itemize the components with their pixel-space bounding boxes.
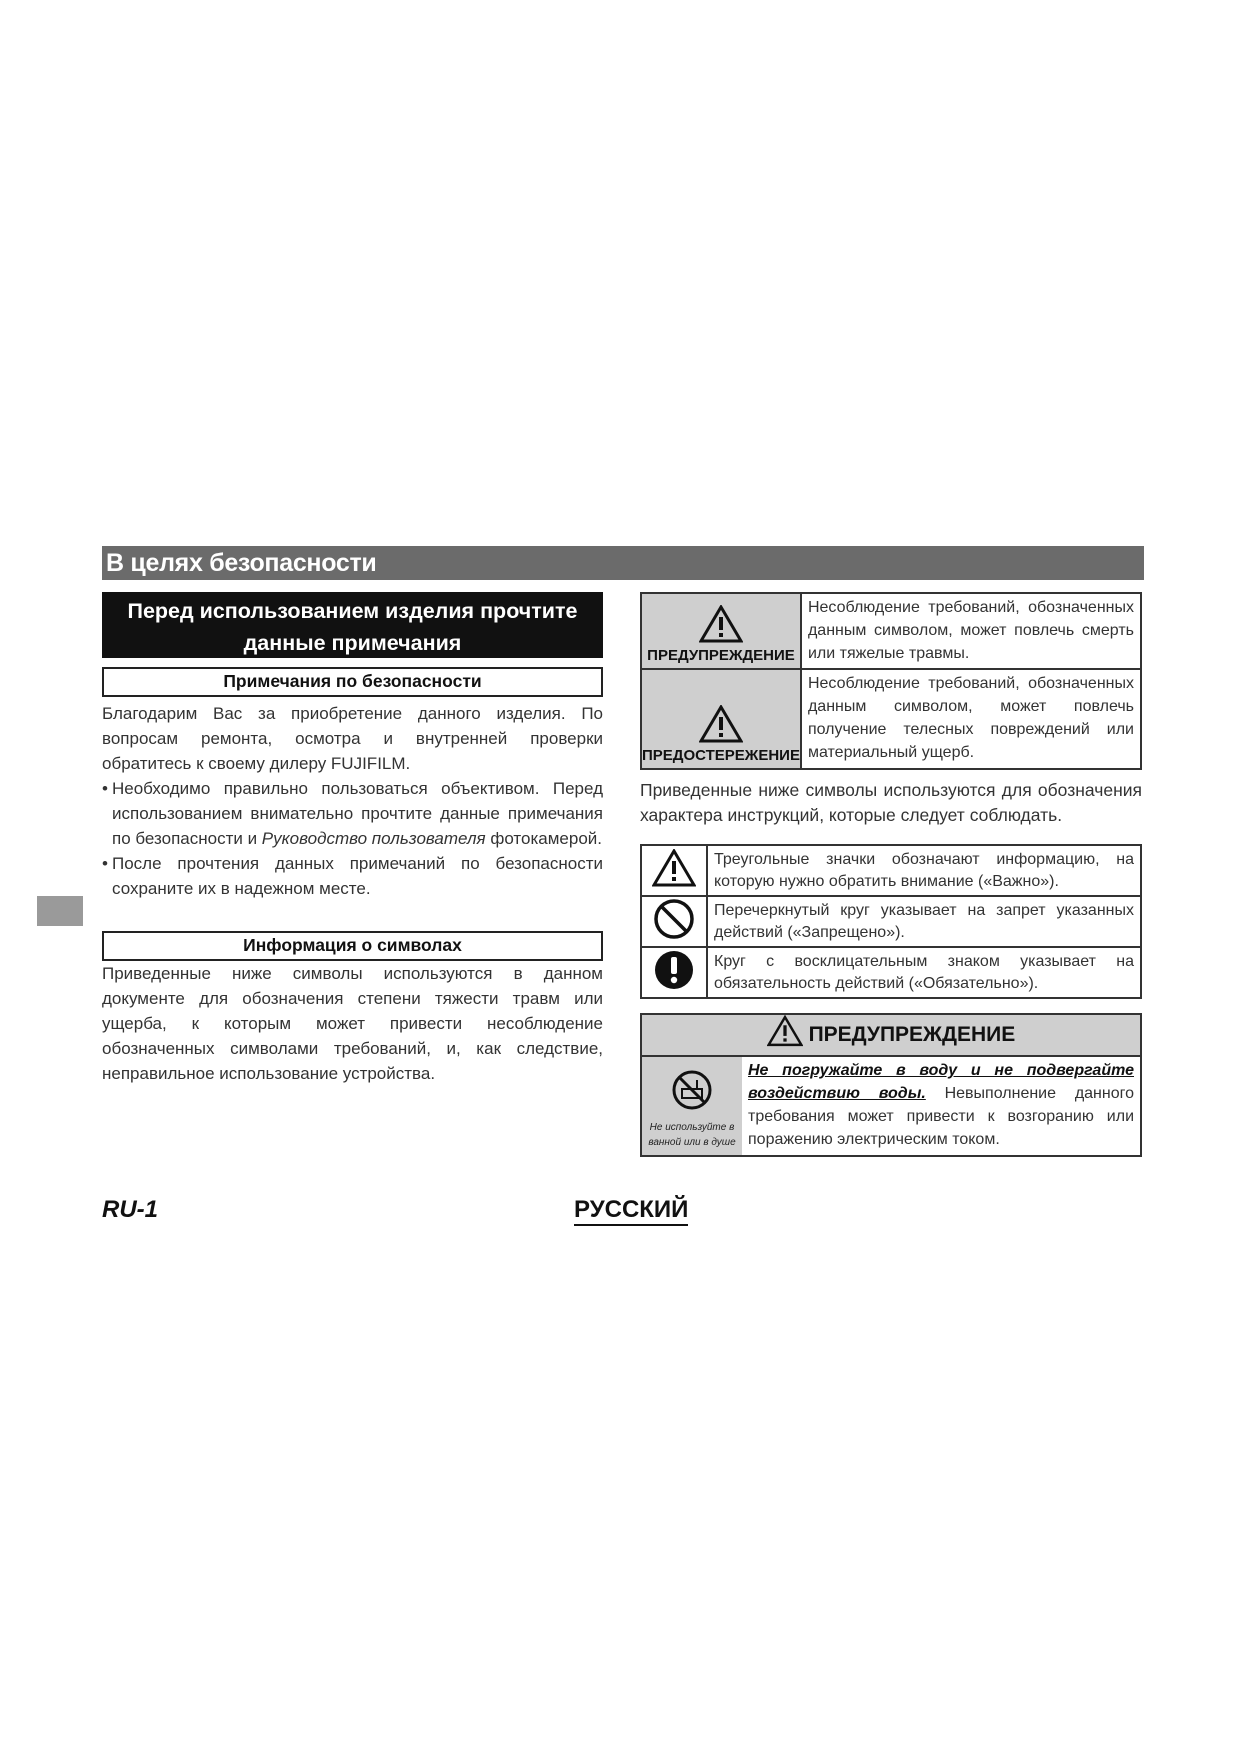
bullet1-text-b: фотокамерой. <box>485 829 603 848</box>
symbol-icon-cell <box>641 896 707 947</box>
warning-box-body <box>642 1057 1140 1155</box>
severity-label-cell <box>641 669 801 769</box>
bullet-dot: • <box>102 854 108 873</box>
language-label: РУССКИЙ <box>574 1196 688 1226</box>
left-column <box>102 592 603 1086</box>
bullet1-text-a: Необходимо правильно пользоваться объективом. Перед использованием внимательно прочтите данные примечания по безопасности и <box>112 779 603 848</box>
warning-body-text: Невыполнение данного требования может привести к возгоранию или поражению электрическим током. <box>748 1085 1134 1148</box>
symbols-table <box>640 844 1142 999</box>
warning-box-header <box>642 1015 1140 1057</box>
mandatory-exclamation-icon <box>653 949 695 991</box>
severity-row-warning <box>641 593 1141 669</box>
severity-text: Несоблюдение требований, обозначенных данным символом, может повлечь смерть или тяжелые травмы. <box>801 593 1141 669</box>
symbol-text: Круг с восклицательным знаком указывает на обязательность действий («Обязательно»). <box>707 947 1141 998</box>
warning-bold-text: Не погружайте в воду и не подвергайте воздействию воды. <box>748 1062 1134 1102</box>
warning-box <box>640 1013 1142 1157</box>
bullet-item-1 <box>102 776 603 851</box>
severity-table <box>640 592 1142 770</box>
warning-triangle-icon <box>699 605 743 643</box>
symbol-icon-cell <box>641 947 707 998</box>
severity-label: ПРЕДУПРЕЖДЕНИЕ <box>647 647 795 664</box>
icon-caption: Не используйте в ванной или в душе <box>648 1122 736 1148</box>
section-title-bar: В целях безопасности <box>102 546 1144 580</box>
severity-label-cell <box>641 593 801 669</box>
no-bath-shower-icon <box>671 1069 713 1111</box>
severity-row-caution <box>641 669 1141 769</box>
warning-box-text <box>742 1057 1140 1155</box>
safety-notes-heading: Примечания по безопасности <box>102 667 603 697</box>
bullet1-italic: Руководство пользователя <box>261 829 486 848</box>
warning-icon-panel <box>642 1057 742 1155</box>
right-column <box>640 592 1142 1157</box>
symbol-text: Треугольные значки обозначают информацию, на которую нужно обратить внимание («Важно»). <box>707 845 1141 896</box>
intro-paragraph: Благодарим Вас за приобретение данного изделия. По вопросам ремонта, осмотра и внутренней проверки обратитесь к своему дилеру FUJIFILM. <box>102 704 603 773</box>
bullet-dot: • <box>102 779 108 798</box>
symbols-info-paragraph: Приведенные ниже символы используются в данном документе для обозначения степени тяжести травм или ущерба, к которым может привести несоблюдение обозначенных символами требований, и, как следствие, неправильное использование устройства. <box>102 964 603 1083</box>
symbol-row-important <box>641 845 1141 896</box>
instructions-intro: Приведенные ниже символы используются для обозначения характера инструкций, которые следует соблюдать. <box>640 780 1142 825</box>
bullet-item-2 <box>102 851 603 901</box>
bullet2-text: После прочтения данных примечаний по безопасности сохраните их в надежном месте. <box>112 854 603 898</box>
page-number: RU-1 <box>102 1196 159 1223</box>
main-heading: Перед использованием изделия прочтите данные примечания <box>102 592 603 658</box>
triangle-important-icon <box>652 849 696 887</box>
symbols-info-heading: Информация о символах <box>102 931 603 961</box>
severity-label: ПРЕДОСТЕРЕЖЕНИЕ <box>642 747 800 764</box>
symbol-icon-cell <box>641 845 707 896</box>
side-thumb-tab <box>37 896 83 926</box>
warning-triangle-icon <box>767 1015 803 1047</box>
prohibited-circle-icon <box>653 898 695 940</box>
warning-box-title: ПРЕДУПРЕЖДЕНИЕ <box>808 1023 1016 1046</box>
symbol-row-mandatory <box>641 947 1141 998</box>
symbol-text: Перечеркнутый круг указывает на запрет указанных действий («Запрещено»). <box>707 896 1141 947</box>
symbol-row-prohibited <box>641 896 1141 947</box>
severity-text: Несоблюдение требований, обозначенных данным символом, может повлечь получение телесных повреждений или материальный ущерб. <box>801 669 1141 769</box>
warning-triangle-icon <box>699 705 743 743</box>
